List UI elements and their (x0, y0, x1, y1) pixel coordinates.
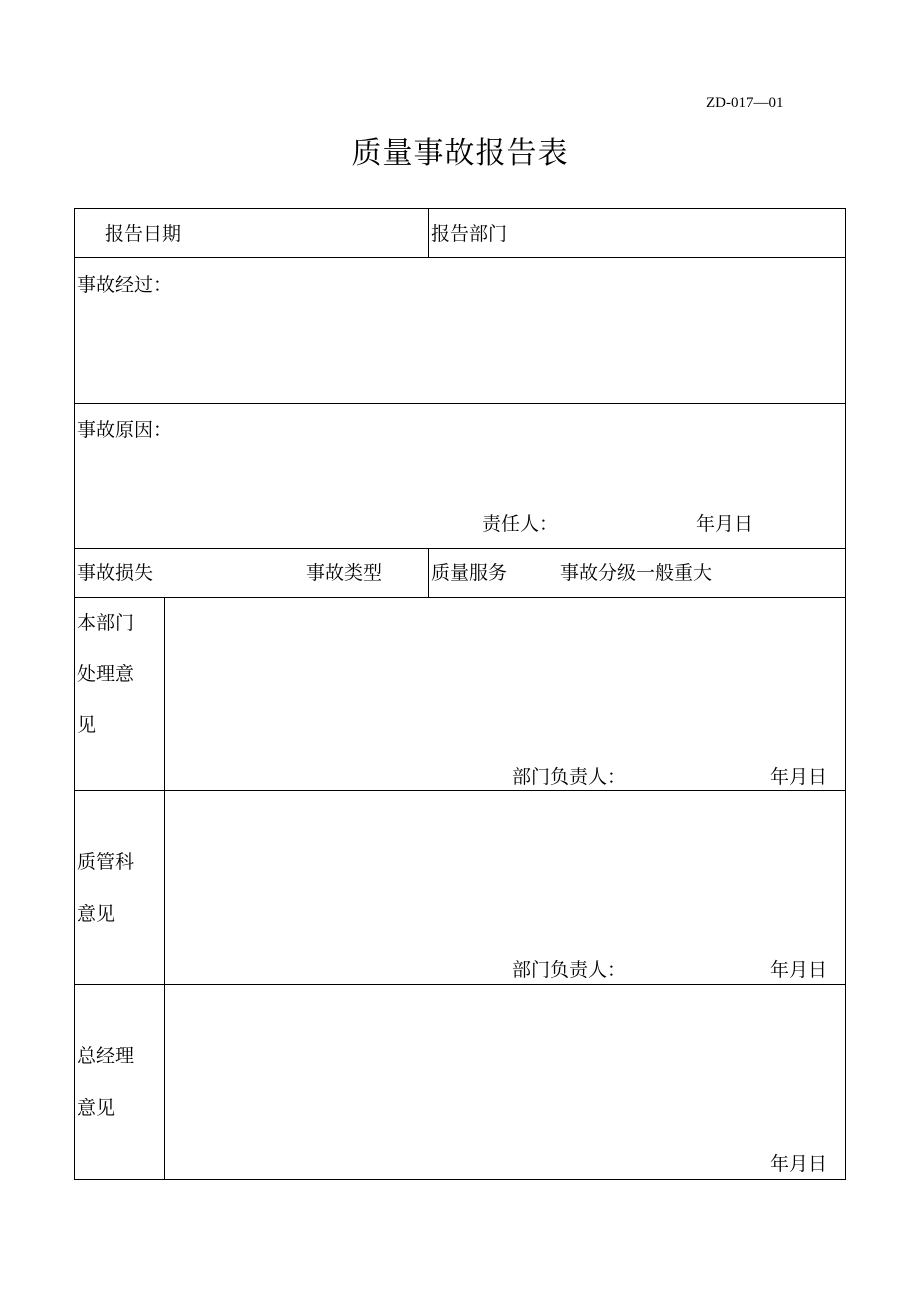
accident-type-label: 事故类型 (306, 562, 383, 584)
row-divider (74, 257, 846, 258)
report-date-label: 报告日期 (105, 223, 182, 245)
page-title: 质量事故报告表 (351, 136, 569, 171)
dept-opinion-label: 处理意 (77, 663, 135, 685)
form-border (74, 208, 846, 1180)
row-divider (74, 790, 846, 791)
row-divider (74, 597, 846, 598)
label-column-divider (164, 597, 165, 1179)
column-divider (428, 208, 429, 258)
report-department-label: 报告部门 (431, 223, 508, 245)
accident-type-value: 质量服务 (431, 562, 508, 584)
gm-opinion-label: 总经理 (77, 1045, 135, 1067)
dept-opinion-label: 本部门 (77, 612, 135, 634)
qc-opinion-label: 质管科 (77, 851, 135, 873)
date-label: 年月日 (770, 1153, 828, 1175)
row-divider (74, 984, 846, 985)
date-label: 年月日 (696, 513, 754, 535)
date-label: 年月日 (770, 766, 828, 788)
date-label: 年月日 (770, 959, 828, 981)
dept-opinion-label: 见 (77, 714, 97, 736)
document-code: ZD-017—01 (706, 95, 784, 111)
accident-loss-label: 事故损失 (77, 562, 154, 584)
accident-cause-label: 事故原因： (77, 419, 173, 441)
report-form (74, 208, 846, 1180)
gm-opinion-label: 意见 (77, 1097, 116, 1119)
responsible-person-label: 责任人： (482, 513, 559, 535)
accident-grade-label: 事故分级一般重大 (560, 562, 713, 584)
column-divider (428, 548, 429, 598)
row-divider (74, 548, 846, 549)
dept-head-label: 部门负责人： (512, 766, 627, 788)
qc-opinion-label: 意见 (77, 903, 116, 925)
row-divider (74, 403, 846, 404)
dept-head-label: 部门负责人： (512, 959, 627, 981)
accident-process-label: 事故经过： (77, 274, 173, 296)
